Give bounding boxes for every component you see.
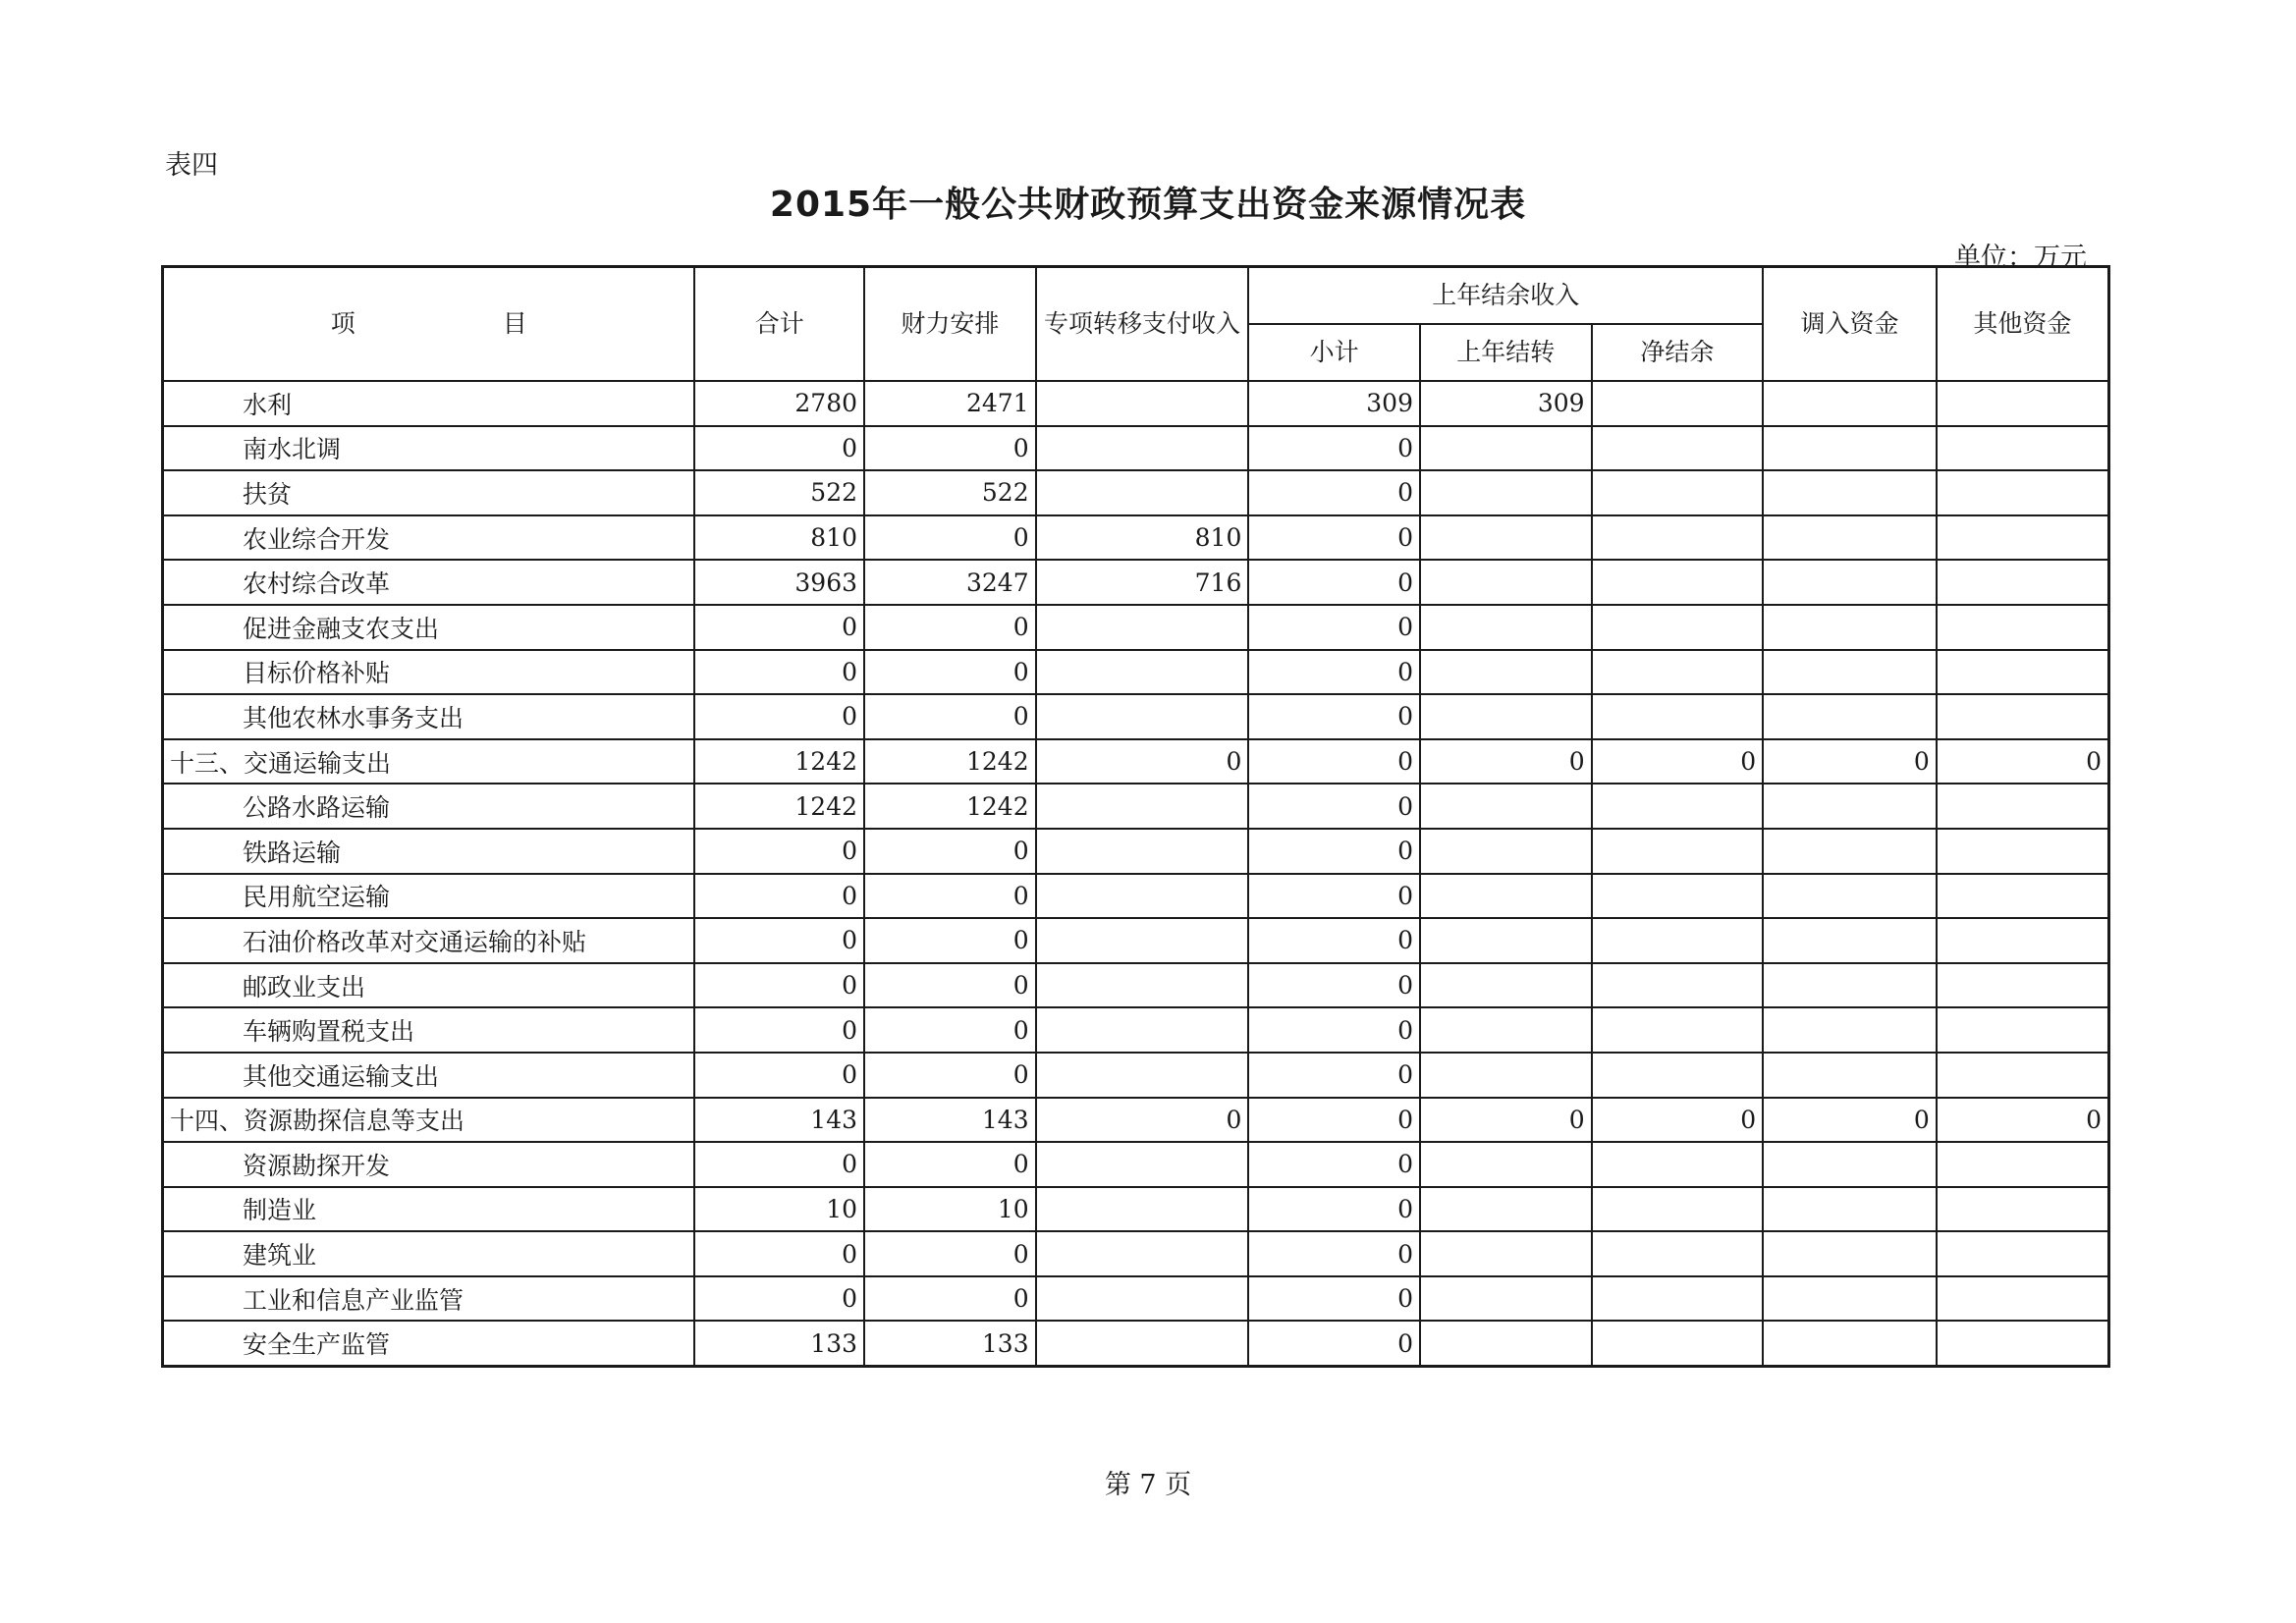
- table-cell: [1937, 426, 2109, 471]
- table-row: [163, 1053, 2109, 1098]
- table-row: [163, 426, 2109, 471]
- table-row: [163, 650, 2109, 695]
- table-cell: [1763, 874, 1937, 919]
- table-cell: [1592, 560, 1764, 605]
- table-row: [163, 1321, 2109, 1366]
- row-label: 制造业: [163, 1187, 695, 1232]
- table-cell: 0: [694, 650, 864, 695]
- table-cell: 10: [864, 1187, 1036, 1232]
- table-cell: [1937, 1231, 2109, 1276]
- table-cell: 0: [864, 515, 1036, 561]
- table-row: [163, 784, 2109, 829]
- row-label: 十三、交通运输支出: [163, 739, 695, 784]
- table-cell: 0: [1248, 1007, 1420, 1053]
- page-number: 第 7 页: [1104, 1470, 1192, 1500]
- table-row: [163, 1098, 2109, 1143]
- table-cell: 522: [694, 470, 864, 515]
- row-label: 目标价格补贴: [163, 650, 695, 695]
- table-row: [163, 694, 2109, 739]
- row-label: 铁路运输: [163, 829, 695, 874]
- table-cell: 0: [694, 1007, 864, 1053]
- table-cell: 1242: [864, 784, 1036, 829]
- table-cell: 0: [1592, 1098, 1764, 1143]
- table-cell: [1420, 515, 1592, 561]
- table-cell: [1763, 1007, 1937, 1053]
- row-label: 车辆购置税支出: [163, 1007, 695, 1053]
- table-cell: 0: [864, 918, 1036, 963]
- row-label: 其他交通运输支出: [163, 1053, 695, 1098]
- table-cell: 0: [1036, 1098, 1249, 1143]
- table-cell: [1937, 605, 2109, 650]
- table-cell: [1420, 918, 1592, 963]
- row-label: 公路水路运输: [163, 784, 695, 829]
- table-cell: [1420, 829, 1592, 874]
- table-cell: [1420, 1231, 1592, 1276]
- table-row: [163, 1187, 2109, 1232]
- table-cell: 0: [1248, 874, 1420, 919]
- table-cell: 0: [694, 874, 864, 919]
- header-subtotal: 小计: [1248, 324, 1420, 381]
- budget-table: [161, 265, 2110, 1368]
- table-cell: [1420, 1187, 1592, 1232]
- table-row: [163, 918, 2109, 963]
- table-cell: 2471: [864, 381, 1036, 426]
- row-label: 农村综合改革: [163, 560, 695, 605]
- table-cell: 0: [1248, 1142, 1420, 1187]
- table-cell: [1592, 1053, 1764, 1098]
- table-cell: 0: [864, 1276, 1036, 1322]
- row-label: 民用航空运输: [163, 874, 695, 919]
- table-cell: 309: [1248, 381, 1420, 426]
- table-cell: [1036, 1321, 1249, 1366]
- row-label: 工业和信息产业监管: [163, 1276, 695, 1322]
- table-row: [163, 1276, 2109, 1322]
- table-cell: [1592, 515, 1764, 561]
- table-cell: 0: [1248, 1053, 1420, 1098]
- table-cell: 2780: [694, 381, 864, 426]
- table-cell: [1036, 963, 1249, 1008]
- table-cell: [1937, 1321, 2109, 1366]
- table-cell: 0: [864, 650, 1036, 695]
- table-cell: [1763, 605, 1937, 650]
- table-cell: [1763, 560, 1937, 605]
- table-cell: 0: [1248, 560, 1420, 605]
- table-cell: 0: [1248, 694, 1420, 739]
- table-cell: [1763, 829, 1937, 874]
- table-cell: 0: [864, 426, 1036, 471]
- table-row: [163, 1142, 2109, 1187]
- table-row: [163, 739, 2109, 784]
- table-cell: [1036, 650, 1249, 695]
- table-cell: 0: [1420, 739, 1592, 784]
- table-cell: [1763, 1276, 1937, 1322]
- table-cell: 0: [694, 1231, 864, 1276]
- table-cell: 522: [864, 470, 1036, 515]
- table-cell: [1937, 694, 2109, 739]
- header-prior-year-group: 上年结余收入: [1248, 267, 1763, 325]
- table-cell: [1420, 426, 1592, 471]
- table-cell: 0: [864, 963, 1036, 1008]
- row-label: 促进金融支农支出: [163, 605, 695, 650]
- row-label: 邮政业支出: [163, 963, 695, 1008]
- table-cell: [1937, 650, 2109, 695]
- page-title: 2015年一般公共财政预算支出资金来源情况表: [769, 185, 1527, 225]
- table-cell: [1592, 874, 1764, 919]
- header-other: 其他资金: [1937, 267, 2109, 382]
- table-cell: 0: [694, 605, 864, 650]
- table-cell: [1420, 874, 1592, 919]
- table-cell: [1420, 1007, 1592, 1053]
- table-cell: [1036, 1276, 1249, 1322]
- table-cell: 0: [694, 426, 864, 471]
- table-cell: [1937, 918, 2109, 963]
- table-cell: [1937, 963, 2109, 1008]
- table-row: [163, 1231, 2109, 1276]
- table-cell: [1036, 470, 1249, 515]
- table-cell: 0: [1763, 1098, 1937, 1143]
- table-cell: [1036, 918, 1249, 963]
- row-label: 建筑业: [163, 1231, 695, 1276]
- table-cell: [1937, 515, 2109, 561]
- row-label: 安全生产监管: [163, 1321, 695, 1366]
- table-cell: 716: [1036, 560, 1249, 605]
- table-cell: 0: [864, 1053, 1036, 1098]
- table-cell: [1592, 1321, 1764, 1366]
- table-cell: [1592, 381, 1764, 426]
- table-cell: 0: [694, 1142, 864, 1187]
- table-cell: 0: [1248, 1321, 1420, 1366]
- table-cell: 10: [694, 1187, 864, 1232]
- table-cell: [1036, 694, 1249, 739]
- table-cell: 0: [1248, 1231, 1420, 1276]
- table-cell: 0: [1248, 515, 1420, 561]
- table-cell: 0: [694, 694, 864, 739]
- row-label: 扶贫: [163, 470, 695, 515]
- table-cell: [1763, 1321, 1937, 1366]
- table-cell: 0: [1248, 784, 1420, 829]
- row-label: 南水北调: [163, 426, 695, 471]
- header-net-balance: 净结余: [1592, 324, 1764, 381]
- table-cell: 0: [1036, 739, 1249, 784]
- table-cell: 0: [1248, 470, 1420, 515]
- table-cell: [1592, 1007, 1764, 1053]
- table-row: [163, 1007, 2109, 1053]
- table-body: [163, 381, 2109, 1367]
- table-cell: [1420, 605, 1592, 650]
- table-cell: [1420, 963, 1592, 1008]
- table-row: [163, 515, 2109, 561]
- table-cell: 0: [864, 1007, 1036, 1053]
- table-cell: 143: [694, 1098, 864, 1143]
- table-cell: 0: [1248, 1098, 1420, 1143]
- table-cell: [1420, 1321, 1592, 1366]
- table-cell: 0: [1248, 1276, 1420, 1322]
- table-row: [163, 963, 2109, 1008]
- table-cell: [1592, 650, 1764, 695]
- table-cell: 0: [1937, 739, 2109, 784]
- table-cell: 0: [1248, 426, 1420, 471]
- row-label: 资源勘探开发: [163, 1142, 695, 1187]
- table-row: [163, 605, 2109, 650]
- table-cell: [1592, 784, 1764, 829]
- table-cell: 0: [1248, 963, 1420, 1008]
- header-transfer: 专项转移支付收入: [1036, 267, 1249, 382]
- table-cell: [1763, 918, 1937, 963]
- table-cell: [1937, 829, 2109, 874]
- table-cell: 0: [1248, 1187, 1420, 1232]
- table-cell: 0: [864, 874, 1036, 919]
- header-transferred-in: 调入资金: [1763, 267, 1937, 382]
- table-cell: [1592, 694, 1764, 739]
- table-cell: 0: [694, 963, 864, 1008]
- table-cell: [1763, 426, 1937, 471]
- table-cell: [1420, 1053, 1592, 1098]
- table-cell: [1763, 963, 1937, 1008]
- table-row: [163, 381, 2109, 426]
- table-cell: [1763, 381, 1937, 426]
- table-cell: 143: [864, 1098, 1036, 1143]
- row-label: 十四、资源勘探信息等支出: [163, 1098, 695, 1143]
- table-row: [163, 560, 2109, 605]
- table-cell: [1420, 784, 1592, 829]
- table-cell: [1036, 784, 1249, 829]
- table-cell: 0: [1248, 739, 1420, 784]
- table-cell: [1420, 470, 1592, 515]
- table-cell: 0: [694, 829, 864, 874]
- table-cell: [1937, 1187, 2109, 1232]
- table-cell: [1763, 1187, 1937, 1232]
- table-cell: [1592, 470, 1764, 515]
- table-cell: [1937, 784, 2109, 829]
- table-cell: [1592, 963, 1764, 1008]
- table-cell: 0: [1592, 739, 1764, 784]
- table-cell: [1937, 381, 2109, 426]
- table-cell: [1592, 1142, 1764, 1187]
- table-cell: [1937, 874, 2109, 919]
- table-cell: 0: [1420, 1098, 1592, 1143]
- table-cell: 0: [1937, 1098, 2109, 1143]
- table-cell: 3963: [694, 560, 864, 605]
- table-cell: [1036, 1142, 1249, 1187]
- table-cell: [1420, 560, 1592, 605]
- row-label: 其他农林水事务支出: [163, 694, 695, 739]
- table-cell: 3247: [864, 560, 1036, 605]
- table-cell: [1036, 1007, 1249, 1053]
- table-cell: [1937, 1276, 2109, 1322]
- table-cell: 0: [864, 1231, 1036, 1276]
- table-cell: [1592, 426, 1764, 471]
- table-row: [163, 470, 2109, 515]
- table-cell: [1592, 829, 1764, 874]
- table-cell: 0: [1248, 605, 1420, 650]
- table-cell: [1420, 1142, 1592, 1187]
- header-carryover: 上年结转: [1420, 324, 1592, 381]
- table-cell: 0: [694, 1053, 864, 1098]
- table-cell: [1036, 1187, 1249, 1232]
- table-cell: [1592, 1276, 1764, 1322]
- table-cell: [1763, 1053, 1937, 1098]
- table-cell: 0: [1248, 650, 1420, 695]
- table-cell: [1763, 1231, 1937, 1276]
- table-cell: 0: [1248, 829, 1420, 874]
- table-cell: [1763, 694, 1937, 739]
- table-cell: [1420, 650, 1592, 695]
- table-cell: 0: [1763, 739, 1937, 784]
- table-cell: 810: [694, 515, 864, 561]
- table-cell: [1592, 918, 1764, 963]
- table-cell: [1036, 381, 1249, 426]
- row-label: 石油价格改革对交通运输的补贴: [163, 918, 695, 963]
- table-cell: [1763, 470, 1937, 515]
- table-cell: [1420, 1276, 1592, 1322]
- table-cell: 1242: [694, 784, 864, 829]
- table-cell: 133: [694, 1321, 864, 1366]
- table-cell: [1937, 1053, 2109, 1098]
- table-cell: [1036, 605, 1249, 650]
- table-cell: [1036, 1053, 1249, 1098]
- table-cell: 0: [864, 605, 1036, 650]
- table-row: [163, 829, 2109, 874]
- table-cell: [1036, 426, 1249, 471]
- table-cell: [1592, 605, 1764, 650]
- table-cell: 0: [864, 1142, 1036, 1187]
- table-cell: 0: [1248, 918, 1420, 963]
- table-cell: [1036, 874, 1249, 919]
- table-cell: [1937, 560, 2109, 605]
- table-cell: [1592, 1187, 1764, 1232]
- table-cell: [1036, 1231, 1249, 1276]
- table-header-row: [163, 267, 2109, 325]
- table-number-label: 表四: [165, 150, 218, 181]
- table-cell: 810: [1036, 515, 1249, 561]
- header-fiscal: 财力安排: [864, 267, 1036, 382]
- header-total: 合计: [694, 267, 864, 382]
- table-row: [163, 874, 2109, 919]
- row-label: 农业综合开发: [163, 515, 695, 561]
- table-cell: [1420, 694, 1592, 739]
- unit-label: 单位：万元: [1954, 243, 2087, 273]
- table-cell: [1937, 470, 2109, 515]
- table-cell: 1242: [864, 739, 1036, 784]
- table-cell: [1763, 1142, 1937, 1187]
- table-cell: 0: [864, 829, 1036, 874]
- table-cell: 0: [694, 918, 864, 963]
- table-cell: [1036, 829, 1249, 874]
- table-cell: [1763, 515, 1937, 561]
- table-cell: 1242: [694, 739, 864, 784]
- table-cell: 0: [864, 694, 1036, 739]
- table-cell: [1592, 1231, 1764, 1276]
- table-cell: 309: [1420, 381, 1592, 426]
- table-cell: [1937, 1142, 2109, 1187]
- table-cell: [1763, 650, 1937, 695]
- row-label: 水利: [163, 381, 695, 426]
- header-item: 项 目: [163, 267, 695, 382]
- table-cell: [1937, 1007, 2109, 1053]
- table-cell: 133: [864, 1321, 1036, 1366]
- table-cell: [1763, 784, 1937, 829]
- table-cell: 0: [694, 1276, 864, 1322]
